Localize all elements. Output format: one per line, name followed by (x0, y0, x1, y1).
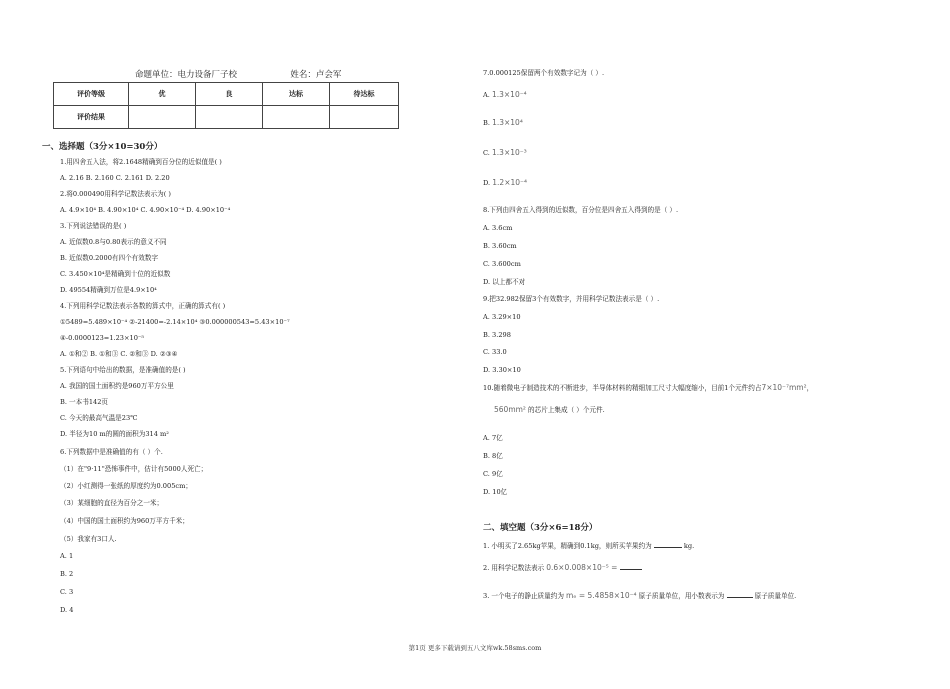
question-line: A. 4.9×10⁴ B. 4.90×10⁴ C. 4.90×10⁻⁴ D. 4.90×10⁻⁴ (60, 206, 231, 214)
question-line (483, 540, 694, 551)
formula: 1.3×10⁻³ (492, 148, 527, 157)
option-line (483, 178, 527, 188)
table-cell (330, 106, 399, 129)
table-cell: 优 (129, 83, 196, 106)
table-cell: 良 (196, 83, 263, 106)
question-line: A. 3.29×10 (483, 313, 521, 321)
question-line (494, 405, 605, 415)
question-line: D. 3.30×10 (483, 366, 521, 374)
question-line: （3）某细胞的直径为百分之一米； (60, 499, 164, 507)
answer-blank[interactable] (727, 590, 753, 598)
page-footer: 第1页 更多下载请到五八文库wk.58sms.com (408, 644, 542, 652)
table-row (54, 83, 399, 106)
option-letter: A. (483, 91, 490, 99)
option-letter: C. (483, 149, 490, 157)
question-line: 2.将0.000490用科学记数法表示为( ) (60, 190, 171, 198)
grade-table (53, 82, 399, 129)
question-line: C. 3.450×10⁴是精确到十位的近似数 (60, 270, 171, 278)
question-line: ④-0.0000123=1.23×10⁻⁵ (60, 334, 145, 342)
question-line (483, 383, 813, 393)
question-line: D. 以上都不对 (483, 278, 526, 286)
question-line: D. 半径为10 m的圆的面积为314 m² (60, 430, 169, 438)
question-text: ， (806, 384, 814, 392)
question-line: 6.下列数据中是准确值的有（ ）个. (60, 448, 163, 456)
formula: mₑ = 5.4858×10⁻⁴ (566, 591, 637, 600)
question-line: （2）小红测得一张纸的厚度约为0.005cm； (60, 482, 192, 490)
question-line: 5.下列语句中给出的数据，是准确值的是( ) (60, 366, 186, 374)
option-line: A. 7亿 (483, 434, 503, 442)
formula: 560mm² (494, 405, 526, 414)
option-line: D. 10亿 (483, 488, 508, 496)
table-cell: 达标 (263, 83, 330, 106)
question-line: B. 一本书142页 (60, 398, 108, 406)
formula: 1.2×10⁻⁴ (492, 178, 527, 187)
question-line: B. 3.298 (483, 331, 511, 339)
formula: 0.6×0.008×10⁻⁵ = (546, 563, 618, 572)
question-text: 3. 一个电子的静止质量约为 (483, 592, 564, 600)
question-line: B. 2 (60, 570, 74, 578)
question-text: kg. (683, 542, 695, 550)
option-line (483, 148, 527, 158)
question-line: C. 33.0 (483, 348, 507, 356)
question-text: 2. 用科学记数法表示 (483, 564, 545, 572)
question-text: 原子质量单位. (754, 592, 797, 600)
question-line: C. 今天的最高气温是23℃ (60, 414, 138, 422)
option-line (483, 118, 523, 128)
option-letter: D. (483, 179, 491, 187)
question-line: D. 4 (60, 606, 74, 614)
answer-blank[interactable] (654, 540, 682, 548)
question-text: 原子质量单位，用小数表示为 (638, 592, 725, 600)
table-cell (263, 106, 330, 129)
question-line: A. 我国的国土面积约是960万平方公里 (60, 382, 174, 390)
exam-info (135, 68, 341, 80)
question-line: A. 2.16 B. 2.160 C. 2.161 D. 2.20 (60, 174, 170, 182)
table-row (54, 106, 399, 129)
formula: 7×10⁻⁷mm² (761, 383, 807, 392)
question-line (483, 562, 642, 573)
question-line: ①5489=5.489×10⁻⁴ ②-21400=-2.14×10⁴ ③0.000000543=5.43×10⁻⁷ (60, 318, 290, 326)
table-cell: 评价等级 (54, 83, 129, 106)
question-line: 1.用四舍五入法，将2.1648精确到百分位的近似值是( ) (60, 158, 222, 166)
question-line: 7.0.000125保留两个有效数字记为（ ）. (483, 69, 605, 77)
question-line: 4.下列用科学记数法表示各数的算式中，正确的算式有( ) (60, 302, 226, 310)
question-text: 1. 小明买了2.65kg苹果，精确到0.1kg，则所买苹果约为 (483, 542, 652, 550)
table-cell (129, 106, 196, 129)
question-line: 8.下列由四舍五入得到的近似数，百分位是四舍五入得到的是（ ）. (483, 206, 679, 214)
table-cell: 待达标 (330, 83, 399, 106)
section-title-choice: 一、选择题（3分×10=30分） (42, 142, 163, 152)
option-letter: B. (483, 119, 490, 127)
section-title-fill: 二、填空题（3分×6=18分） (483, 523, 598, 533)
option-line (483, 90, 527, 100)
question-text: 10.随着微电子制造技术的不断进步，半导体材料的精细加工尺寸大幅度缩小，目前1个元件约占 (483, 384, 762, 392)
question-line: （1）在"9·11"恐怖事件中，估计有5000人死亡； (60, 465, 208, 473)
option-line: B. 8亿 (483, 452, 503, 460)
question-line: 9.把32.982保留3个有效数字，并用科学记数法表示是（ ）. (483, 295, 660, 303)
author-name: 姓名：卢会军 (290, 70, 342, 80)
question-line: （5）我家有3口人. (60, 535, 117, 543)
question-line: A. 3.6cm (483, 224, 513, 232)
question-line: C. 3 (60, 588, 74, 596)
question-text: 的芯片上集成（ ）个元件. (528, 406, 605, 414)
option-line: C. 9亿 (483, 470, 503, 478)
formula: 1.3×10⁴ (492, 118, 523, 127)
question-line: 3.下列说法错误的是( ) (60, 222, 127, 230)
question-line: A. ①和② B. ①和③ C. ②和③ D. ②③④ (60, 350, 178, 358)
question-line: D. 49554精确到万位是4.9×10⁴ (60, 286, 157, 294)
question-line: C. 3.600cm (483, 260, 521, 268)
question-line: B. 近似数0.2000有四个有效数字 (60, 254, 159, 262)
question-line (483, 590, 796, 601)
answer-blank[interactable] (620, 562, 642, 570)
question-line: A. 1 (60, 552, 74, 560)
question-line: A. 近似数0.8与0.80表示的意义不同 (60, 238, 167, 246)
question-line: B. 3.60cm (483, 242, 517, 250)
author-unit: 命题单位：电力设备厂子校 (135, 70, 238, 80)
formula: 1.3×10⁻⁴ (491, 90, 527, 99)
question-line: （4）中国的国土面积约为960万平方千米； (60, 517, 189, 525)
table-cell (196, 106, 263, 129)
table-cell: 评价结果 (54, 106, 129, 129)
